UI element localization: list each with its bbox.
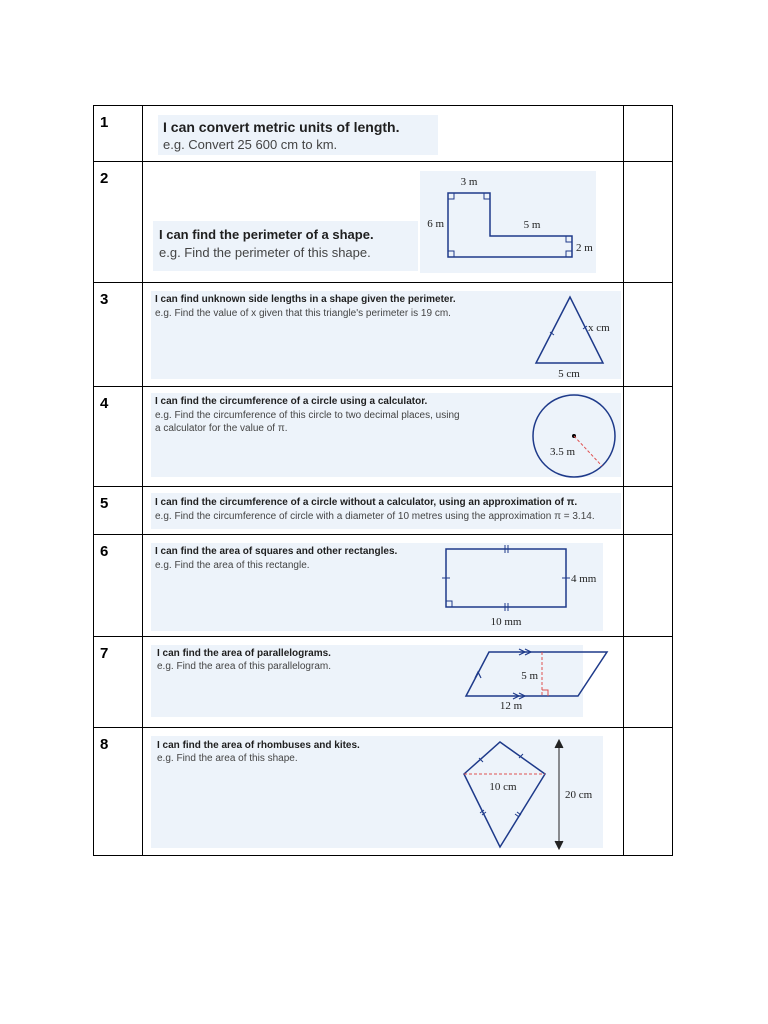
row-number-cell xyxy=(94,283,143,387)
row-number: 1 xyxy=(100,114,109,131)
checklist-row-3 xyxy=(94,283,673,387)
objective-cell xyxy=(143,637,624,728)
label-height: 5 m xyxy=(521,670,538,682)
label-side: 4 mm xyxy=(571,573,597,585)
row-number-cell xyxy=(94,535,143,637)
objective-heading: I can find the area of parallelograms. xyxy=(157,648,331,659)
tick-box[interactable] xyxy=(624,487,673,535)
objective-example: e.g. Find the value of x given that this triangle's perimeter is 19 cm. xyxy=(155,308,451,319)
objective-example: e.g. Find the area of this parallelogram. xyxy=(157,661,331,672)
label-right: 2 m xyxy=(576,242,593,254)
label-top: 3 m xyxy=(460,176,478,188)
objective-example: e.g. Convert 25 600 cm to km. xyxy=(163,137,338,152)
parallelogram-figure xyxy=(443,645,603,717)
row-number-cell xyxy=(94,487,143,535)
checklist-row-6 xyxy=(94,535,673,637)
objective-heading: I can find the area of rhombuses and kites. xyxy=(157,740,360,751)
row-number-cell xyxy=(94,387,143,487)
checklist-row-1 xyxy=(94,106,673,162)
objective-heading: I can find the perimeter of a shape. xyxy=(159,227,374,242)
row-number-cell xyxy=(94,106,143,162)
checklist-row-4 xyxy=(94,387,673,487)
row-number-cell xyxy=(94,728,143,856)
tick-box[interactable] xyxy=(624,387,673,487)
row-number: 5 xyxy=(100,495,109,512)
label-left: 6 m xyxy=(427,218,444,230)
tick-box[interactable] xyxy=(624,283,673,387)
checklist-row-7 xyxy=(94,637,673,728)
learning-checklist-table xyxy=(93,105,673,856)
row-number-cell xyxy=(94,162,143,283)
objective-heading: I can find the circumference of a circle using a calculator. xyxy=(155,396,428,407)
row-number: 4 xyxy=(100,395,109,412)
row-number: 3 xyxy=(100,291,109,308)
objective-example: e.g. Find the circumference of circle with a diameter of 10 metres using the approximation π = 3.14. xyxy=(155,511,595,522)
objective-example: e.g. Find the area of this shape. xyxy=(157,753,298,764)
checklist-row-2 xyxy=(94,162,673,283)
label-middle: 5 m xyxy=(523,219,541,231)
objective-cell xyxy=(143,106,624,162)
objective-example: e.g. Find the perimeter of this shape. xyxy=(159,245,371,260)
triangle-figure xyxy=(523,291,621,379)
label-side: x cm xyxy=(588,322,610,334)
tick-box[interactable] xyxy=(624,106,673,162)
objective-example-line-1: e.g. Find the circumference of this circle to two decimal places, using xyxy=(155,410,460,421)
row-number: 7 xyxy=(100,645,109,662)
checklist-row-8 xyxy=(94,728,673,856)
label-height: 20 cm xyxy=(565,789,593,801)
label-base: 12 m xyxy=(499,700,523,712)
row-number-cell xyxy=(94,637,143,728)
tick-box[interactable] xyxy=(624,637,673,728)
row-number: 2 xyxy=(100,170,109,187)
label-width: 10 cm xyxy=(489,781,517,793)
objective-cell xyxy=(143,535,624,637)
objective-heading: I can find the area of squares and other rectangles. xyxy=(155,546,398,557)
objective-cell xyxy=(143,387,624,487)
label-radius: 3.5 m xyxy=(550,446,576,458)
kite-figure xyxy=(453,736,603,848)
objective-example: e.g. Find the area of this rectangle. xyxy=(155,560,310,571)
objective-cell xyxy=(143,283,624,387)
tick-box[interactable] xyxy=(624,728,673,856)
checklist-row-5 xyxy=(94,487,673,535)
tick-box[interactable] xyxy=(624,162,673,283)
objective-cell xyxy=(143,162,624,283)
label-base: 10 mm xyxy=(490,616,522,628)
objective-heading: I can find unknown side lengths in a shape given the perimeter. xyxy=(155,294,456,305)
circle-figure xyxy=(523,393,621,477)
row-number: 6 xyxy=(100,543,109,560)
objective-heading: I can convert metric units of length. xyxy=(163,119,400,135)
label-base: 5 cm xyxy=(558,368,580,380)
tick-box[interactable] xyxy=(624,535,673,637)
objective-heading: I can find the circumference of a circle without a calculator, using an approximation of π. xyxy=(155,497,578,508)
objective-example-line-2: a calculator for the value of π. xyxy=(155,423,288,434)
objective-cell xyxy=(143,728,624,856)
objective-cell xyxy=(143,487,624,535)
l-shape-figure xyxy=(420,171,596,273)
rectangle-figure xyxy=(433,543,603,631)
row-number: 8 xyxy=(100,736,109,753)
